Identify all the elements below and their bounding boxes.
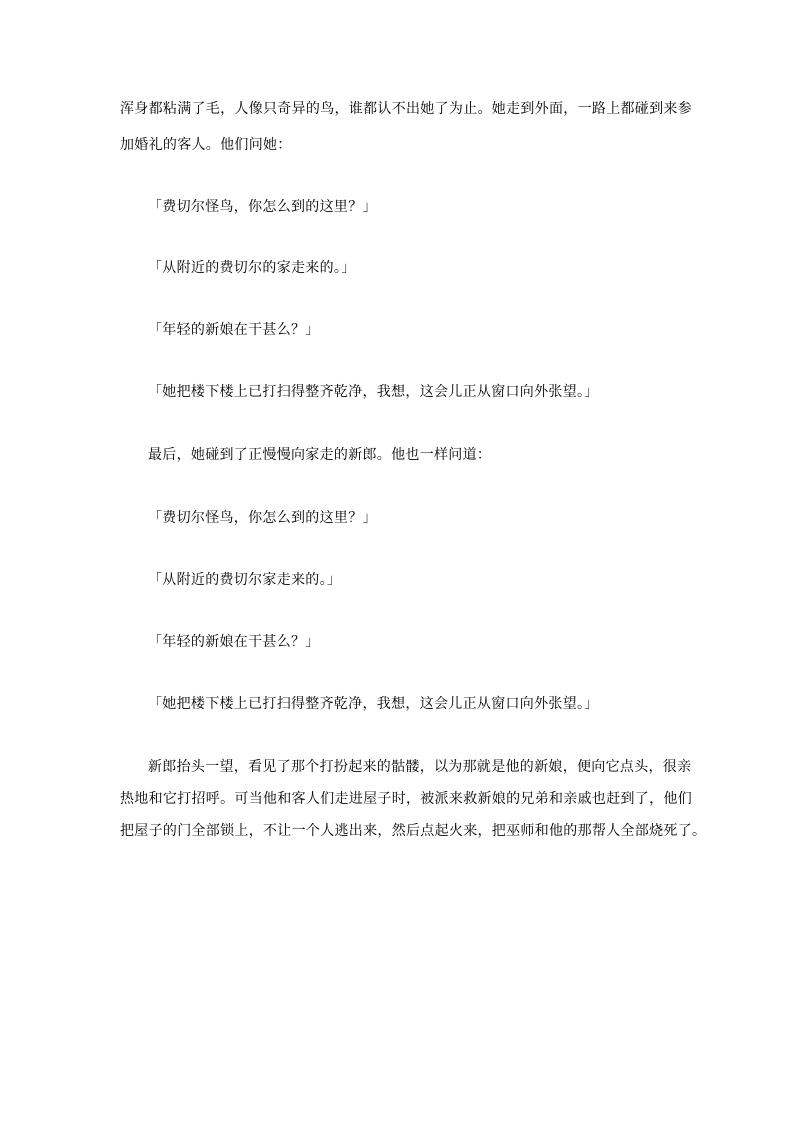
paragraph-line: 最后，她碰到了正慢慢向家走的新郎。他也一样问道： <box>148 447 492 463</box>
dialogue-line: 「她把楼下楼上已打扫得整齐乾净，我想，这会儿正从窗口向外张望。」 <box>148 696 599 712</box>
dialogue-line: 「费切尔怪鸟，你怎么到的这里？」 <box>148 199 377 215</box>
paragraph-line: 浑身都粘满了毛，人像只奇异的鸟，谁都认不出她了为止。她走到外面，一路上都碰到来参 <box>120 101 692 117</box>
dialogue-line: 「年轻的新娘在干甚么？」 <box>148 634 320 650</box>
dialogue-line: 「从附近的费切尔家走来的。」 <box>148 572 342 588</box>
dialogue-line: 「从附近的费切尔的家走来的。」 <box>148 260 356 276</box>
dialogue-line: 「费切尔怪鸟，你怎么到的这里？」 <box>148 510 377 526</box>
dialogue-line: 「她把楼下楼上已打扫得整齐乾净，我想，这会儿正从窗口向外张望。」 <box>148 384 599 400</box>
paragraph-line: 把屋子的门全部锁上，不让一个人逃出来，然后点起火来，把巫师和他的那帮人全部烧死了。 <box>120 823 707 839</box>
dialogue-line: 「年轻的新娘在干甚么？」 <box>148 322 320 338</box>
paragraph-line: 热地和它打招呼。可当他和客人们走进屋子时，被派来救新娘的兄弟和亲戚也赶到了，他们 <box>120 791 692 807</box>
paragraph-line: 新郎抬头一望，看见了那个打扮起来的骷髅，以为那就是他的新娘，便向它点头，很亲 <box>148 759 692 775</box>
paragraph-line: 加婚礼的客人。他们问她： <box>120 137 292 153</box>
